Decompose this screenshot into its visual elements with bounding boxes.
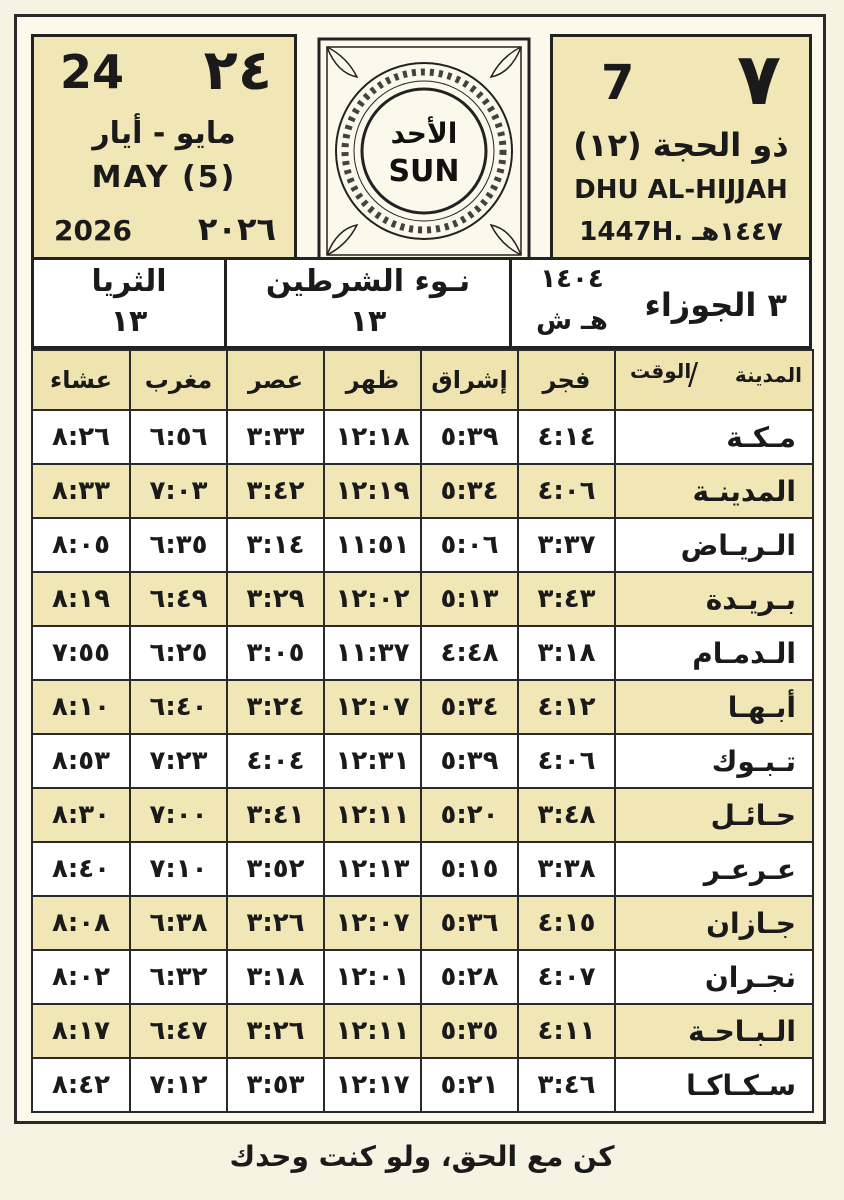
time-value: ١١:٥١	[335, 530, 410, 560]
time-isha	[32, 734, 130, 788]
time-maghrib	[130, 680, 227, 734]
time-value: ١٢:١٨	[335, 422, 410, 452]
time-value: ٥:٠٦	[440, 530, 499, 560]
time-value: ٤:١٤	[537, 422, 596, 452]
weekday-emblem	[313, 31, 535, 271]
time-value: ٣:٢٤	[246, 692, 305, 722]
header-dhuhr: ظهر	[324, 350, 421, 410]
time-value: ٨:١٧	[51, 1016, 110, 1046]
header-city-time	[615, 350, 813, 410]
time-value: ١٢:١٣	[335, 854, 410, 884]
time-value: ٦:٤٧	[149, 1016, 208, 1046]
time-value: ١٢:١٧	[335, 1070, 410, 1100]
city-name: سـكـاكـا	[615, 1058, 813, 1112]
time-isha	[32, 788, 130, 842]
hijri-day-latin: 7	[601, 55, 635, 111]
time-shuruq	[421, 788, 518, 842]
time-maghrib	[130, 572, 227, 626]
table-row	[32, 626, 813, 680]
time-value: ٨:٢٦	[51, 422, 110, 452]
time-value: ٨:٠٢	[51, 962, 110, 992]
time-value: ٨:٤٢	[51, 1070, 110, 1100]
time-value: ٥:٢١	[440, 1070, 499, 1100]
table-row	[32, 572, 813, 626]
city-name: جـازان	[615, 896, 813, 950]
time-maghrib	[130, 410, 227, 464]
time-shuruq	[421, 1058, 518, 1112]
naw-label: نـوء الشرطين	[265, 264, 471, 299]
time-value: ٣:١٨	[537, 638, 596, 668]
hijri-day-arabic: ٧	[737, 37, 781, 121]
time-shuruq	[421, 680, 518, 734]
time-dhuhr	[324, 788, 421, 842]
time-shuruq	[421, 626, 518, 680]
time-value: ٣:١٤	[246, 530, 305, 560]
hijri-year: 1447H. ١٤٤٧هـ	[579, 217, 783, 247]
gregorian-month-arabic: مايو - أيار	[92, 116, 236, 151]
city-name: الـريـاض	[615, 518, 813, 572]
time-maghrib	[130, 518, 227, 572]
time-value: ٥:٣٥	[440, 1016, 499, 1046]
time-dhuhr	[324, 626, 421, 680]
time-asr	[227, 464, 324, 518]
naw-value: ١٣	[349, 304, 387, 339]
time-value: ٨:٣٣	[51, 476, 110, 506]
time-shuruq	[421, 518, 518, 572]
thurayya-label: الثريا	[91, 264, 167, 299]
time-value: ٣:١٨	[246, 962, 305, 992]
time-asr	[227, 680, 324, 734]
thurayya-cell	[34, 260, 224, 346]
prayer-times-table	[31, 349, 814, 1113]
time-value: ٦:٣٢	[149, 962, 208, 992]
time-fajr	[518, 842, 615, 896]
time-fajr	[518, 1004, 615, 1058]
time-fajr	[518, 896, 615, 950]
time-value: ٦:٤٠	[149, 692, 208, 722]
solar-year-suffix: هـ ش	[536, 306, 608, 336]
time-dhuhr	[324, 842, 421, 896]
city-name: المدينـة	[615, 464, 813, 518]
time-value: ٤:١١	[537, 1016, 596, 1046]
time-dhuhr	[324, 518, 421, 572]
time-maghrib	[130, 842, 227, 896]
time-maghrib	[130, 896, 227, 950]
gregorian-day-latin: 24	[60, 45, 125, 99]
time-value: ٨:٥٣	[51, 746, 110, 776]
time-dhuhr	[324, 410, 421, 464]
time-value: ٦:٣٨	[149, 908, 208, 938]
table-row	[32, 896, 813, 950]
time-value: ٧:٠٠	[149, 800, 208, 830]
table-header-row	[32, 350, 813, 410]
city-name: حـائـل	[615, 788, 813, 842]
time-value: ٥:٢٨	[440, 962, 499, 992]
time-fajr	[518, 518, 615, 572]
time-value: ٧:٠٣	[149, 476, 208, 506]
gregorian-year-latin: 2026	[54, 214, 132, 247]
emblem-day-arabic: الأحد	[390, 117, 458, 150]
time-value: ٥:٣٩	[440, 422, 499, 452]
time-dhuhr	[324, 1004, 421, 1058]
table-row	[32, 1058, 813, 1112]
time-isha	[32, 518, 130, 572]
time-value: ٥:٣٩	[440, 746, 499, 776]
time-value: ٣:٤٨	[537, 800, 596, 830]
time-isha	[32, 1004, 130, 1058]
time-maghrib	[130, 1004, 227, 1058]
table-row	[32, 950, 813, 1004]
gregorian-date-box	[31, 34, 297, 267]
table-row	[32, 464, 813, 518]
time-dhuhr	[324, 680, 421, 734]
table-row	[32, 788, 813, 842]
time-shuruq	[421, 572, 518, 626]
time-value: ٤:٠٦	[537, 746, 596, 776]
time-shuruq	[421, 734, 518, 788]
time-value: ٤:٠٧	[537, 962, 596, 992]
time-dhuhr	[324, 1058, 421, 1112]
time-maghrib	[130, 734, 227, 788]
time-value: ٧:٢٣	[149, 746, 208, 776]
time-value: ٨:١٠	[51, 692, 110, 722]
time-value: ٤:١٢	[537, 692, 596, 722]
hijri-month-english: DHU AL-HIJJAH	[574, 175, 788, 205]
time-value: ١٢:١١	[335, 1016, 410, 1046]
time-value: ٣:٤١	[246, 800, 305, 830]
time-isha	[32, 950, 130, 1004]
time-value: ٥:٣٤	[440, 692, 499, 722]
time-value: ٨:١٩	[51, 584, 110, 614]
time-value: ٦:٤٩	[149, 584, 208, 614]
header-divider: /	[688, 357, 699, 392]
solar-year: ١٤٠٤	[540, 264, 604, 294]
time-dhuhr	[324, 572, 421, 626]
time-dhuhr	[324, 950, 421, 1004]
city-name: تـبـوك	[615, 734, 813, 788]
time-value: ١٢:١١	[335, 800, 410, 830]
table-row	[32, 680, 813, 734]
header-time: الوقت	[630, 359, 692, 383]
table-row	[32, 1004, 813, 1058]
time-value: ٦:٥٦	[149, 422, 208, 452]
time-fajr	[518, 464, 615, 518]
time-asr	[227, 734, 324, 788]
time-shuruq	[421, 896, 518, 950]
time-value: ٧:١٢	[149, 1070, 208, 1100]
city-name: مـكـة	[615, 410, 813, 464]
time-value: ٧:١٠	[149, 854, 208, 884]
time-value: ٣:٥٢	[246, 854, 305, 884]
time-fajr	[518, 626, 615, 680]
time-value: ٣:٥٣	[246, 1070, 305, 1100]
time-isha	[32, 1058, 130, 1112]
time-fajr	[518, 410, 615, 464]
time-isha	[32, 410, 130, 464]
gregorian-day-arabic: ٢٤	[203, 38, 272, 103]
star-name: ٣ الجوزاء	[644, 286, 787, 324]
time-value: ١٢:٠٧	[335, 692, 410, 722]
star-season-band	[31, 257, 812, 349]
time-value: ٤:٤٨	[440, 638, 499, 668]
time-isha	[32, 572, 130, 626]
time-maghrib	[130, 1058, 227, 1112]
emblem-day-english: SUN	[388, 154, 460, 189]
time-shuruq	[421, 950, 518, 1004]
header-maghrib: مغرب	[130, 350, 227, 410]
time-value: ٦:٢٥	[149, 638, 208, 668]
time-dhuhr	[324, 734, 421, 788]
time-value: ٣:٣٨	[537, 854, 596, 884]
time-value: ٣:٢٩	[246, 584, 305, 614]
time-value: ٥:٣٤	[440, 476, 499, 506]
time-value: ٦:٣٥	[149, 530, 208, 560]
time-value: ٤:١٥	[537, 908, 596, 938]
time-isha	[32, 842, 130, 896]
time-maghrib	[130, 464, 227, 518]
time-value: ٣:٠٥	[246, 638, 305, 668]
calendar-page	[14, 14, 826, 1124]
time-value: ٤:٠٦	[537, 476, 596, 506]
header-isha: عشاء	[32, 350, 130, 410]
gregorian-year-arabic: ٢٠٢٦	[197, 210, 276, 248]
time-value: ٥:١٣	[440, 584, 499, 614]
time-value: ٨:٠٨	[51, 908, 110, 938]
header-city: المدينة	[734, 363, 802, 387]
header-fajr: فجر	[518, 350, 615, 410]
time-fajr	[518, 950, 615, 1004]
time-isha	[32, 680, 130, 734]
time-asr	[227, 842, 324, 896]
time-value: ١١:٣٧	[335, 638, 410, 668]
time-value: ١٢:٠١	[335, 962, 410, 992]
time-value: ٥:١٥	[440, 854, 499, 884]
time-asr	[227, 518, 324, 572]
time-dhuhr	[324, 896, 421, 950]
footer-quote: كن مع الحق، ولو كنت وحدك	[229, 1140, 615, 1173]
time-value: ٣:٤٢	[246, 476, 305, 506]
time-value: ١٢:٣١	[335, 746, 410, 776]
hijri-date-box	[550, 34, 812, 267]
time-shuruq	[421, 842, 518, 896]
time-asr	[227, 572, 324, 626]
naw-cell	[224, 260, 509, 346]
gregorian-month-english: MAY (5)	[91, 160, 237, 195]
time-dhuhr	[324, 464, 421, 518]
time-asr	[227, 1004, 324, 1058]
time-shuruq	[421, 1004, 518, 1058]
time-value: ٥:٢٠	[440, 800, 499, 830]
city-name: عـرعـر	[615, 842, 813, 896]
time-maghrib	[130, 788, 227, 842]
time-isha	[32, 626, 130, 680]
time-isha	[32, 896, 130, 950]
time-asr	[227, 896, 324, 950]
time-asr	[227, 410, 324, 464]
time-asr	[227, 950, 324, 1004]
time-value: ٧:٥٥	[51, 638, 110, 668]
time-asr	[227, 1058, 324, 1112]
time-value: ٣:٢٦	[246, 908, 305, 938]
time-fajr	[518, 680, 615, 734]
time-value: ٥:٣٦	[440, 908, 499, 938]
time-fajr	[518, 572, 615, 626]
time-maghrib	[130, 626, 227, 680]
time-shuruq	[421, 464, 518, 518]
time-value: ٣:٣٣	[246, 422, 305, 452]
table-row	[32, 842, 813, 896]
time-value: ٣:٤٦	[537, 1070, 596, 1100]
time-value: ١٢:١٩	[335, 476, 410, 506]
time-asr	[227, 626, 324, 680]
time-isha	[32, 464, 130, 518]
time-value: ٨:٠٥	[51, 530, 110, 560]
header-asr: عصر	[227, 350, 324, 410]
time-fajr	[518, 734, 615, 788]
table-row	[32, 410, 813, 464]
time-value: ٣:٢٦	[246, 1016, 305, 1046]
time-fajr	[518, 1058, 615, 1112]
time-value: ٨:٤٠	[51, 854, 110, 884]
city-name: الـبـاحـة	[615, 1004, 813, 1058]
header-shuruq: إشراق	[421, 350, 518, 410]
time-maghrib	[130, 950, 227, 1004]
city-name: بـريـدة	[615, 572, 813, 626]
time-value: ٤:٠٤	[246, 746, 305, 776]
time-value: ١٢:٠٢	[335, 584, 410, 614]
time-value: ٣:٤٣	[537, 584, 596, 614]
star-cell	[509, 260, 809, 346]
table-row	[32, 734, 813, 788]
time-fajr	[518, 788, 615, 842]
city-name: نجـران	[615, 950, 813, 1004]
time-shuruq	[421, 410, 518, 464]
hijri-month-arabic: ذو الحجة (١٢)	[573, 126, 789, 164]
time-value: ٣:٣٧	[537, 530, 596, 560]
time-value: ٨:٣٠	[51, 800, 110, 830]
time-asr	[227, 788, 324, 842]
city-name: الـدمـام	[615, 626, 813, 680]
city-name: أبـهـا	[615, 680, 813, 734]
thurayya-value: ١٣	[110, 304, 148, 339]
time-value: ١٢:٠٧	[335, 908, 410, 938]
table-row	[32, 518, 813, 572]
